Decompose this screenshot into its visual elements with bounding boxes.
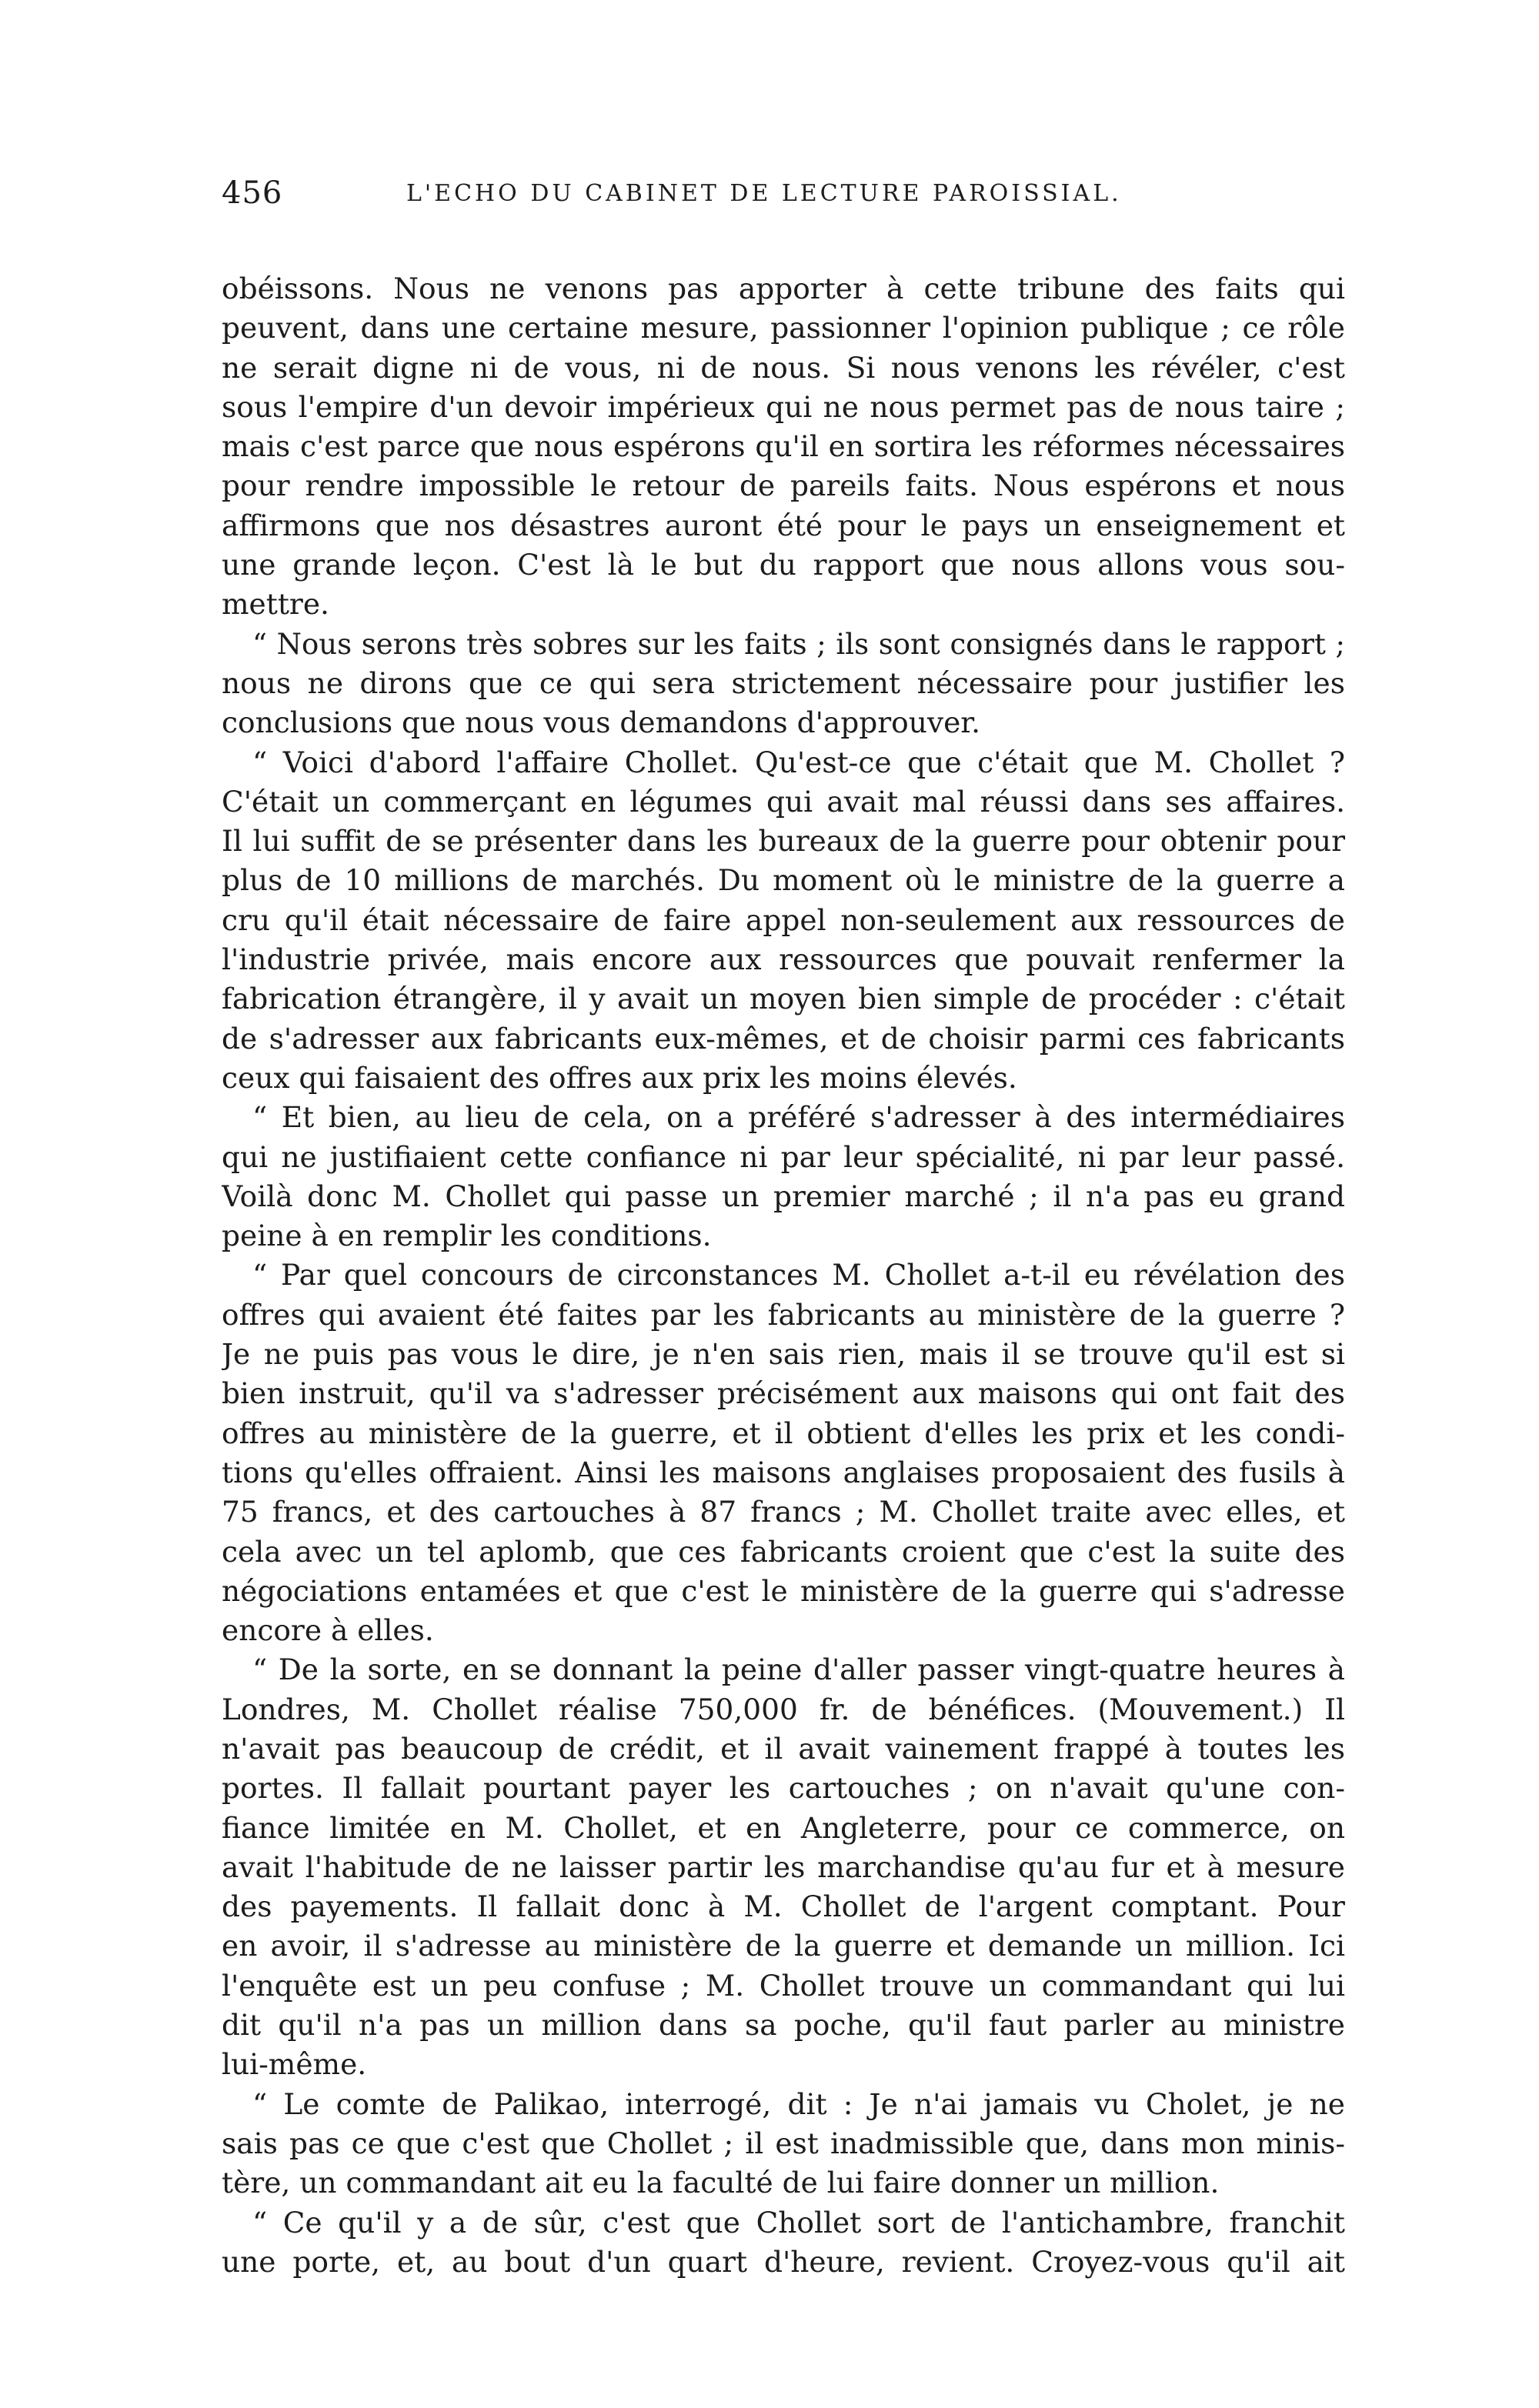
- text-line: négociations entamées et que c'est le ministère de la guerre qui s'adresse: [222, 1573, 1345, 1608]
- text-line: “ De la sorte, en se donnant la peine d'aller passer vingt-quatre heures à: [252, 1653, 1345, 1687]
- page-header: [222, 175, 1345, 222]
- text-line: peine à en remplir les conditions.: [222, 1219, 712, 1253]
- text-line: ne serait digne ni de vous, ni de nous. Si nous venons les révéler, c'est: [222, 350, 1345, 385]
- text-line: affirmons que nos désastres auront été pour le pays un enseignement et: [222, 508, 1345, 542]
- running-title: L'ECHO DU CABINET DE LECTURE PAROISSIAL.: [406, 180, 1122, 207]
- text-line: dit qu'il n'a pas un million dans sa poche, qu'il faut parler au ministre: [222, 2008, 1345, 2043]
- text-line: portes. Il fallait pourtant payer les cartouches ; on n'avait qu'une con-: [222, 1771, 1345, 1806]
- text-line: pour rendre impossible le retour de pareils faits. Nous espérons et nous: [222, 469, 1345, 503]
- text-line: “ Voici d'abord l'affaire Chollet. Qu'est-ce que c'était que M. Chollet ?: [252, 745, 1345, 779]
- text-line: fabrication étrangère, il y avait un moyen bien simple de procéder : c'était: [222, 982, 1345, 1016]
- text-line: sous l'empire d'un devoir impérieux qui ne nous permet pas de nous taire ;: [222, 389, 1345, 424]
- text-line: en avoir, il s'adresse au ministère de la guerre et demande un million. Ici: [222, 1929, 1345, 1963]
- body-text: [222, 269, 1345, 2282]
- text-line: Londres, M. Chollet réalise 750,000 fr. de bénéfices. (Mouvement.) Il: [222, 1692, 1345, 1726]
- text-line: 75 francs, et des cartouches à 87 francs ; M. Chollet traite avec elles, et: [222, 1495, 1345, 1529]
- text-line: offres au ministère de la guerre, et il obtient d'elles les prix et les condi-: [222, 1416, 1345, 1450]
- text-line: une porte, et, au bout d'un quart d'heure, revient. Croyez-vous qu'il ait: [222, 2244, 1345, 2279]
- text-line: obéissons. Nous ne venons pas apporter à cette tribune des faits qui: [222, 272, 1345, 305]
- text-line: Je ne puis pas vous le dire, je n'en sais rien, mais il se trouve qu'il est si: [222, 1337, 1345, 1372]
- text-line: n'avait pas beaucoup de crédit, et il avait vainement frappé à toutes les: [222, 1731, 1345, 1766]
- text-line: “ Nous serons très sobres sur les faits ; ils sont consignés dans le rapport ;: [252, 627, 1345, 661]
- text-line: nous ne dirons que ce qui sera strictement nécessaire pour justifier les: [222, 665, 1345, 700]
- text-line: l'enquête est un peu confuse ; M. Chollet trouve un commandant qui lui: [222, 1968, 1345, 2003]
- text-line: bien instruit, qu'il va s'adresser précisément aux maisons qui ont fait des: [222, 1376, 1345, 1411]
- text-line: offres qui avaient été faites par les fabricants au ministère de la guerre ?: [222, 1297, 1345, 1332]
- text-line: avait l'habitude de ne laisser partir les marchandise qu'au fur et à mesure: [222, 1849, 1345, 1884]
- text-line: mais c'est parce que nous espérons qu'il en sortira les réformes nécessaires: [222, 429, 1345, 464]
- text-line: “ Le comte de Palikao, interrogé, dit : Je n'ai jamais vu Cholet, je ne: [252, 2086, 1345, 2121]
- text-line: l'industrie privée, mais encore aux ressources que pouvait renfermer la: [222, 942, 1345, 977]
- text-line: C'était un commerçant en légumes qui avait mal réussi dans ses affaires.: [222, 784, 1345, 819]
- text-line: lui-même.: [222, 2047, 367, 2082]
- text-line: encore à elles.: [222, 1613, 434, 1648]
- text-line: conclusions que nous vous demandons d'approuver.: [222, 705, 981, 740]
- text-line: peuvent, dans une certaine mesure, passionner l'opinion publique ; ce rôle: [222, 311, 1345, 345]
- text-line: fiance limitée en M. Chollet, et en Angleterre, pour ce commerce, on: [222, 1810, 1345, 1845]
- text-line: tions qu'elles offraient. Ainsi les maisons anglaises proposaient des fusils à: [222, 1455, 1345, 1489]
- text-line: Il lui suffit de se présenter dans les bureaux de la guerre pour obtenir pour: [222, 824, 1345, 859]
- text-line: mettre.: [222, 587, 329, 622]
- text-line: de s'adresser aux fabricants eux-mêmes, et de choisir parmi ces fabricants: [222, 1021, 1345, 1056]
- text-line: cru qu'il était nécessaire de faire appel non-seulement aux ressources de: [222, 902, 1345, 937]
- text-line: sais pas ce que c'est que Chollet ; il est inadmissible que, dans mon minis-: [222, 2126, 1345, 2160]
- text-line: des payements. Il fallait donc à M. Chollet de l'argent comptant. Pour: [222, 1889, 1345, 1924]
- text-line: Voilà donc M. Chollet qui passe un premier marché ; il n'a pas eu grand: [222, 1179, 1345, 1213]
- page-number: 456: [222, 175, 283, 211]
- text-line: “ Ce qu'il y a de sûr, c'est que Chollet sort de l'antichambre, franchit: [252, 2205, 1345, 2240]
- text-line: tère, un commandant ait eu la faculté de lui faire donner un million.: [222, 2166, 1220, 2200]
- text-line: ceux qui faisaient des offres aux prix les moins élevés.: [222, 1060, 1017, 1095]
- text-line: une grande leçon. C'est là le but du rapport que nous allons vous sou-: [222, 548, 1345, 582]
- text-line: cela avec un tel aplomb, que ces fabricants croient que c'est la suite des: [222, 1534, 1345, 1569]
- text-line: plus de 10 millions de marchés. Du moment où le ministre de la guerre a: [222, 863, 1345, 898]
- text-line: “ Par quel concours de circonstances M. Chollet a-t-il eu révélation des: [252, 1258, 1345, 1292]
- text-line: qui ne justifiaient cette confiance ni par leur spécialité, ni par leur passé.: [222, 1139, 1345, 1174]
- text-line: “ Et bien, au lieu de cela, on a préféré s'adresser à des intermédiaires: [252, 1100, 1345, 1135]
